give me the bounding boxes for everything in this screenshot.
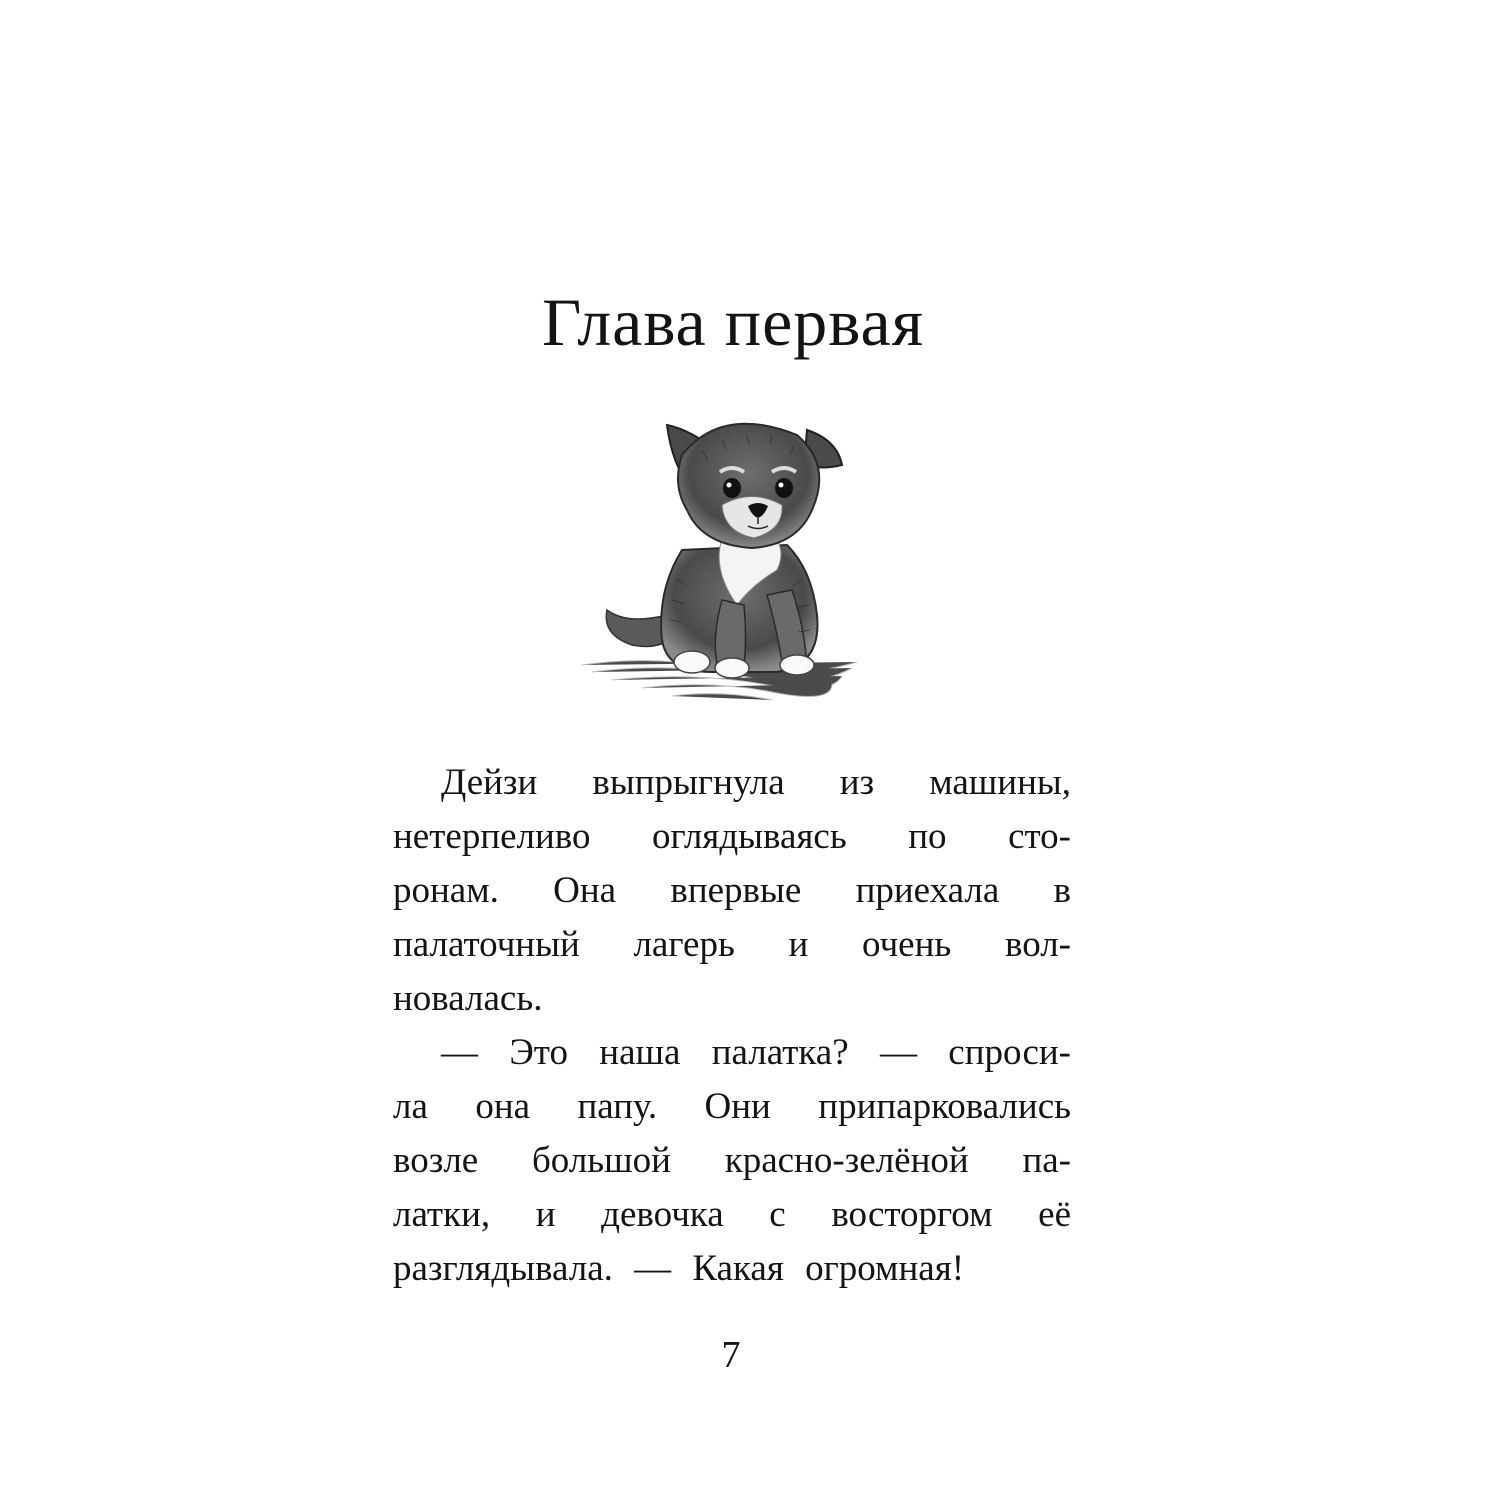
chapter-title: Глава первая bbox=[542, 284, 924, 360]
text-line: возле большой красно-зелёной па- bbox=[393, 1140, 1071, 1181]
text-line: нетерпеливо оглядываясь по сто- bbox=[393, 816, 1071, 857]
page-number: 7 bbox=[721, 1334, 741, 1376]
puppy-sketch-icon bbox=[572, 410, 862, 710]
text-line: ла она папу. Они припарковались bbox=[393, 1086, 1071, 1127]
text-line: Дейзи выпрыгнула из машины, bbox=[441, 762, 1071, 803]
body-text bbox=[393, 756, 1071, 1296]
text-line: латки, и девочка с восторгом её bbox=[393, 1194, 1071, 1235]
text-line: палаточный лагерь и очень вол- bbox=[393, 924, 1071, 965]
text-line: — Это наша палатка? — спроси- bbox=[441, 1032, 1071, 1073]
text-line: ронам. Она впервые приехала в bbox=[393, 870, 1071, 911]
text-line: новалась. bbox=[393, 978, 543, 1019]
text-line: разглядывала. — Какая огромная! bbox=[393, 1248, 965, 1289]
